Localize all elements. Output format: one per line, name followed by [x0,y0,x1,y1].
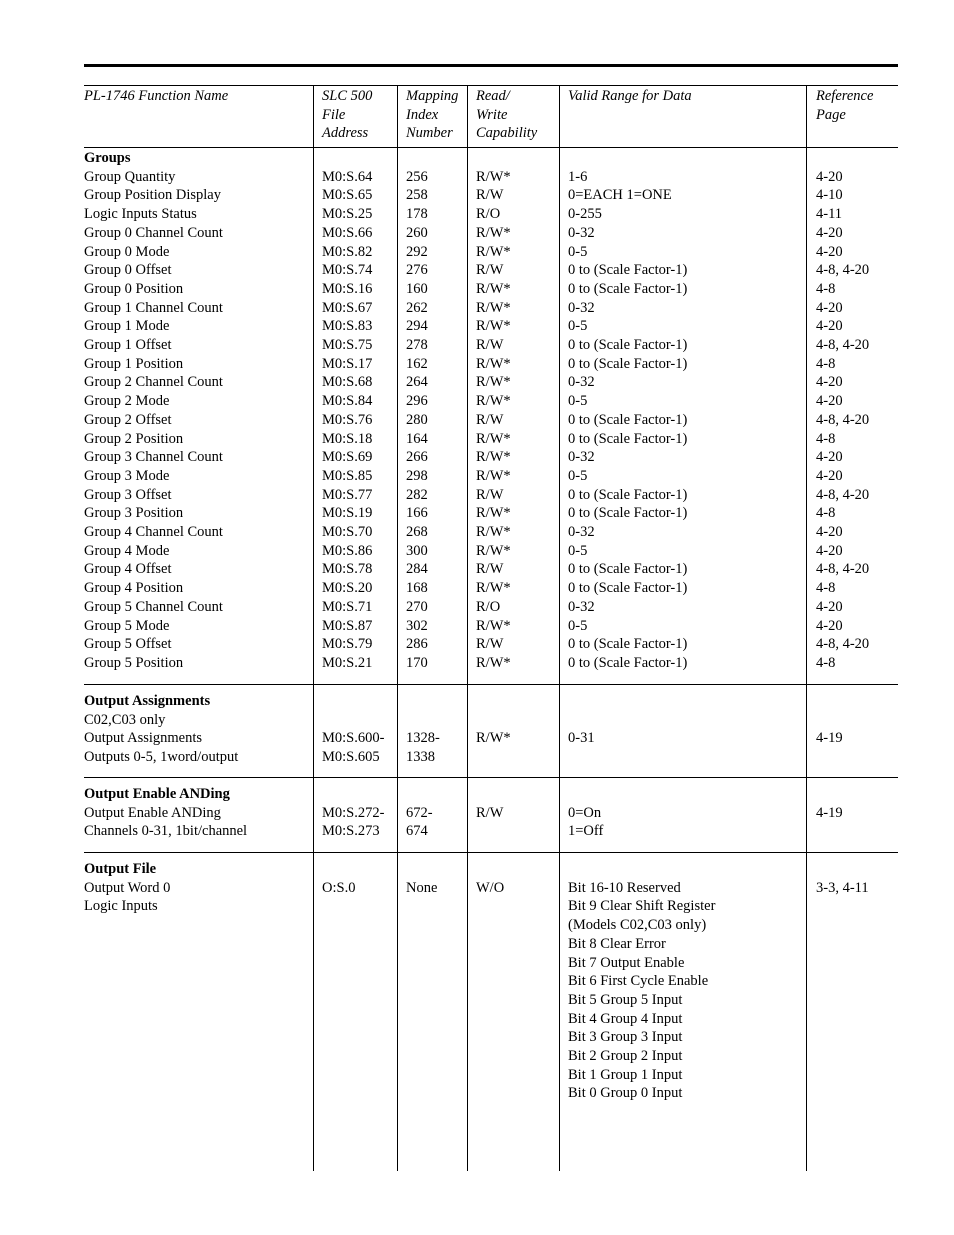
table-cell-rw-capability: R/O [476,598,501,615]
table-cell-file-address: M0:S.84 [322,393,373,410]
table-cell-index-number: 302 [406,617,428,634]
table-cell-index-number: 160 [406,280,428,297]
table-cell-index-number: 300 [406,542,428,559]
row-divider [84,684,898,685]
header-line: Index [406,106,439,123]
table-cell-rw-capability: R/W* [476,505,511,522]
table-cell-valid-range: 0-255 [568,206,602,223]
table-cell-index-number: 168 [406,580,428,597]
valid-range: Bit 4 Group 4 Input [568,1010,683,1027]
table-cell-rw-capability: R/W* [476,168,511,185]
table-cell-file-address: M0:S.25 [322,206,373,223]
header-read-write [476,87,537,143]
file-address: M0:S.273 [322,823,380,840]
table-cell-index-number: 268 [406,524,428,540]
table-cell-file-address: M0:S.78 [322,561,373,578]
table-cell-index-number: 266 [406,449,428,466]
table-cell-index-number: 280 [406,411,428,428]
index-number: 1338 [406,749,435,766]
table-cell-valid-range: 0-5 [568,617,588,634]
table-cell-rw-capability: R/W* [476,617,511,634]
section-name-line: Output Assignments [84,730,203,747]
section-title: Output Assignments [84,693,211,709]
table-cell-function-name: Group 2 Position [84,430,184,447]
table-cell-reference-page: 4-20 [816,374,843,391]
table-cell-file-address: M0:S.69 [322,449,373,466]
section-name-line: Output Word 0 [84,879,171,896]
table-cell-file-address: M0:S.76 [322,411,373,428]
valid-range: Bit 16-10 Reserved [568,879,681,896]
valid-range: 0-31 [568,730,595,747]
column-divider [467,86,468,1171]
table-cell-rw-capability: R/W* [476,280,511,297]
valid-range: (Models C02,C03 only) [568,917,707,934]
table-cell-index-number: 162 [406,355,428,372]
table-cell-function-name: Group 4 Offset [84,561,172,578]
table-cell-file-address: M0:S.66 [322,224,373,241]
table-cell-index-number: 256 [406,168,428,185]
table-cell-file-address: M0:S.87 [322,617,373,634]
table-cell-reference-page: 4-20 [816,224,843,241]
table-cell-reference-page: 4-11 [816,206,843,223]
table-cell-reference-page: 4-8 [816,580,836,597]
table-cell-reference-page: 4-8 [816,280,836,297]
table-cell-reference-page: 4-8, 4-20 [816,337,870,353]
table-cell-function-name: Group 2 Offset [84,411,172,428]
table-cell-valid-range: 0 to (Scale Factor-1) [568,654,688,671]
index-number: 672- [406,804,433,821]
row-divider [84,777,898,778]
valid-range: Bit 5 Group 5 Input [568,991,683,1008]
file-address: M0:S.600- [322,730,385,747]
table-cell-file-address: M0:S.71 [322,598,373,615]
table-cell-function-name: Group 1 Mode [84,318,170,335]
table-cell-reference-page: 4-8, 4-20 [816,636,870,653]
table-cell-valid-range: 0=EACH 1=ONE [568,187,672,204]
header-line: File [322,106,346,123]
table-cell-index-number: 166 [406,505,428,522]
table-cell-valid-range: 0-32 [568,374,595,391]
top-rule [84,64,898,67]
rw-capability: R/W* [476,730,511,747]
table-cell-rw-capability: R/W* [476,393,511,410]
table-cell-reference-page: 4-8 [816,505,836,522]
table-cell-reference-page: 4-8, 4-20 [816,262,870,279]
header-mapping-index [406,87,458,143]
table-cell-valid-range: 0-32 [568,598,595,615]
table-cell-valid-range: 0-5 [568,393,588,410]
table-cell-file-address: M0:S.16 [322,280,373,297]
row-divider [84,147,898,148]
column-divider [806,86,807,1171]
table-cell-reference-page: 4-8, 4-20 [816,486,870,503]
table-cell-index-number: 258 [406,187,428,204]
header-line: Reference [816,88,874,104]
table-cell-function-name: Group 4 Channel Count [84,524,223,540]
table-cell-rw-capability: R/W* [476,542,511,559]
table-cell-reference-page: 4-20 [816,617,843,634]
table-cell-index-number: 260 [406,224,428,241]
table-cell-reference-page: 4-20 [816,542,843,559]
table-cell-file-address: M0:S.83 [322,318,373,335]
column-divider [397,86,398,1171]
table-cell-reference-page: 4-10 [816,187,843,204]
table-cell-rw-capability: R/W* [476,430,511,447]
table-cell-function-name: Group 0 Channel Count [84,224,223,241]
table-cell-index-number: 292 [406,243,428,260]
header-line: Write [476,106,508,123]
table-cell-function-name: Group 2 Mode [84,393,170,410]
table-cell-valid-range: 0 to (Scale Factor-1) [568,355,688,372]
table-cell-reference-page: 4-20 [816,449,843,466]
valid-range: 0=On [568,804,602,821]
table-cell-index-number: 284 [406,561,428,578]
table-cell-reference-page: 4-20 [816,467,843,484]
table-cell-file-address: M0:S.20 [322,580,373,597]
reference-page: 4-19 [816,804,843,821]
table-cell-file-address: M0:S.18 [322,430,373,447]
header-line: Address [322,125,369,142]
table-cell-reference-page: 4-20 [816,598,843,615]
table-cell-valid-range: 0-5 [568,467,588,484]
table-cell-rw-capability: R/W* [476,467,511,484]
table-cell-function-name: Logic Inputs Status [84,206,197,223]
table-cell-valid-range: 0-5 [568,542,588,559]
table-cell-rw-capability: R/W* [476,299,511,316]
table-cell-file-address: M0:S.67 [322,299,373,316]
table-cell-valid-range: 0-32 [568,224,595,241]
header-line: PL-1746 Function Name [84,88,229,104]
table-cell-function-name: Group Position Display [84,187,221,204]
table-cell-function-name: Group 0 Offset [84,262,172,279]
table-cell-valid-range: 0 to (Scale Factor-1) [568,486,688,503]
table-cell-valid-range: 0 to (Scale Factor-1) [568,580,688,597]
table-cell-index-number: 296 [406,393,428,410]
valid-range: Bit 9 Clear Shift Register [568,898,716,915]
table-cell-function-name: Group 1 Position [84,355,184,372]
header-line: Read/ [476,88,510,104]
table-cell-rw-capability: R/W* [476,449,511,466]
table-cell-file-address: M0:S.21 [322,654,373,671]
table-cell-index-number: 298 [406,467,428,484]
section-name-line: Channels 0-31, 1bit/channel [84,823,248,840]
table-cell-rw-capability: R/W* [476,580,511,597]
table-cell-rw-capability: R/W [476,337,504,353]
reference-page: 3-3, 4-11 [816,879,869,896]
table-cell-rw-capability: R/W* [476,318,511,335]
table-cell-reference-page: 4-8 [816,654,836,671]
table-cell-file-address: M0:S.17 [322,355,373,372]
table-cell-function-name: Group 3 Position [84,505,184,522]
table-cell-valid-range: 0-32 [568,299,595,316]
reference-page: 4-19 [816,730,843,747]
table-cell-rw-capability: R/W [476,262,504,279]
table-cell-function-name: Group 5 Mode [84,617,170,634]
section-title: Output File [84,861,157,877]
table-cell-valid-range: 0-32 [568,449,595,466]
file-address: O:S.0 [322,879,356,896]
table-cell-reference-page: 4-8, 4-20 [816,411,870,428]
header-line: Valid Range for Data [568,88,692,104]
table-cell-reference-page: 4-20 [816,524,843,540]
section-name-line: Logic Inputs [84,898,158,915]
header-line: Capability [476,125,538,142]
table-cell-file-address: M0:S.74 [322,262,373,279]
file-address: M0:S.272- [322,804,385,821]
row-divider [84,85,898,86]
header-file-address [322,87,372,143]
valid-range: Bit 1 Group 1 Input [568,1066,683,1083]
table-cell-index-number: 164 [406,430,428,447]
rw-capability: R/W [476,804,504,821]
valid-range: Bit 8 Clear Error [568,935,666,952]
table-cell-file-address: M0:S.77 [322,486,373,503]
table-cell-rw-capability: R/W [476,187,504,204]
table-cell-valid-range: 0 to (Scale Factor-1) [568,337,688,353]
header-line: Page [816,106,846,123]
file-address: M0:S.605 [322,749,380,766]
section-title: Groups [84,150,131,166]
table-cell-file-address: M0:S.82 [322,243,373,260]
valid-range: Bit 3 Group 3 Input [568,1029,683,1046]
section-name-line: C02,C03 only [84,711,166,728]
table-cell-index-number: 276 [406,262,428,279]
table-cell-function-name: Group 0 Position [84,280,184,297]
table-cell-file-address: M0:S.85 [322,467,373,484]
table-cell-rw-capability: R/W* [476,355,511,372]
table-cell-function-name: Group 3 Mode [84,467,170,484]
table-cell-rw-capability: R/W [476,636,504,653]
table-cell-reference-page: 4-20 [816,299,843,316]
table-cell-function-name: Group 4 Position [84,580,184,597]
table-cell-function-name: Group 1 Channel Count [84,299,223,316]
table-cell-file-address: M0:S.86 [322,542,373,559]
index-number: 1328- [406,730,440,747]
table-cell-file-address: M0:S.64 [322,168,373,185]
table-cell-valid-range: 0 to (Scale Factor-1) [568,561,688,578]
table-cell-valid-range: 0 to (Scale Factor-1) [568,262,688,279]
index-number: None [406,879,438,896]
table-cell-reference-page: 4-8 [816,355,836,372]
header-function-name [84,87,228,106]
table-cell-file-address: M0:S.68 [322,374,373,391]
table-cell-valid-range: 0 to (Scale Factor-1) [568,411,688,428]
rw-capability: W/O [476,879,505,896]
table-cell-reference-page: 4-8 [816,430,836,447]
table-cell-index-number: 178 [406,206,428,223]
valid-range: Bit 2 Group 2 Input [568,1048,683,1064]
table-cell-reference-page: 4-8, 4-20 [816,561,870,578]
table-cell-rw-capability: R/W [476,486,504,503]
table-cell-reference-page: 4-20 [816,243,843,260]
valid-range: Bit 6 First Cycle Enable [568,973,709,990]
table-cell-function-name: Group 4 Mode [84,542,170,559]
table-cell-rw-capability: R/W* [476,224,511,241]
section-title: Output Enable ANDing [84,786,230,802]
table-cell-file-address: M0:S.75 [322,337,373,353]
table-cell-reference-page: 4-20 [816,318,843,335]
table-cell-index-number: 278 [406,337,428,353]
table-cell-valid-range: 0 to (Scale Factor-1) [568,505,688,522]
table-cell-function-name: Group 3 Channel Count [84,449,223,466]
table-cell-function-name: Group 1 Offset [84,337,172,353]
table-cell-rw-capability: R/W [476,561,504,578]
table-cell-index-number: 286 [406,636,428,653]
table-cell-file-address: M0:S.19 [322,505,373,522]
table-cell-index-number: 282 [406,486,428,503]
table-cell-valid-range: 1-6 [568,168,588,185]
table-cell-file-address: M0:S.70 [322,524,373,540]
table-cell-valid-range: 0 to (Scale Factor-1) [568,430,688,447]
table-cell-reference-page: 4-20 [816,168,843,185]
header-valid-range [568,87,692,106]
header-line: Mapping [406,88,459,104]
index-number: 674 [406,823,428,840]
table-cell-rw-capability: R/O [476,206,501,223]
table-cell-function-name: Group 0 Mode [84,243,170,260]
table-cell-index-number: 270 [406,598,428,615]
table-cell-valid-range: 0 to (Scale Factor-1) [568,636,688,653]
table-cell-valid-range: 0-5 [568,243,588,260]
row-divider [84,852,898,853]
table-cell-rw-capability: R/W* [476,374,511,391]
valid-range: Bit 0 Group 0 Input [568,1085,683,1102]
header-line: SLC 500 [322,88,373,104]
table-cell-index-number: 294 [406,318,428,335]
header-line: Number [406,125,453,142]
table-cell-function-name: Group Quantity [84,168,176,185]
table-cell-file-address: M0:S.79 [322,636,373,653]
table-cell-valid-range: 0-5 [568,318,588,335]
table-cell-rw-capability: R/W* [476,243,511,260]
table-cell-file-address: M0:S.65 [322,187,373,204]
table-cell-function-name: Group 5 Offset [84,636,172,653]
column-divider [313,86,314,1171]
valid-range: 1=Off [568,823,604,840]
section-name-line: Outputs 0-5, 1word/output [84,749,239,766]
table-cell-index-number: 262 [406,299,428,316]
header-reference-page [816,87,873,124]
table-cell-rw-capability: R/W [476,411,504,428]
table-cell-reference-page: 4-20 [816,393,843,410]
column-divider [559,86,560,1171]
table-cell-rw-capability: R/W* [476,524,511,540]
table-cell-rw-capability: R/W* [476,654,511,671]
table-cell-valid-range: 0-32 [568,524,595,540]
table-cell-function-name: Group 5 Channel Count [84,598,223,615]
table-cell-valid-range: 0 to (Scale Factor-1) [568,280,688,297]
table-cell-index-number: 264 [406,374,428,391]
valid-range: Bit 7 Output Enable [568,954,685,971]
section-name-line: Output Enable ANDing [84,804,221,821]
table-cell-function-name: Group 5 Position [84,654,184,671]
table-cell-function-name: Group 3 Offset [84,486,172,503]
table-cell-function-name: Group 2 Channel Count [84,374,223,391]
table-cell-index-number: 170 [406,654,428,671]
